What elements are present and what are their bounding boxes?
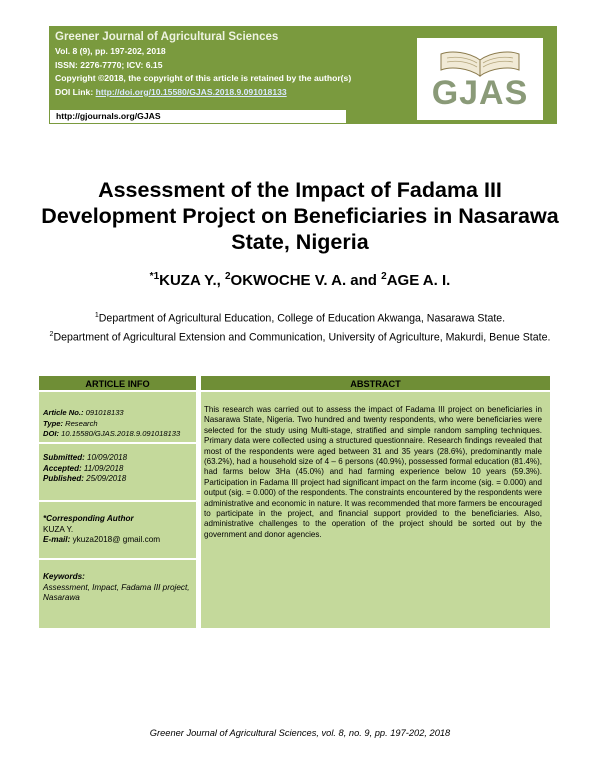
submitted-date	[43, 453, 192, 464]
article-info-heading: ARTICLE INFO	[39, 376, 196, 392]
published-date	[43, 474, 192, 485]
abstract-column	[201, 376, 550, 628]
corresponding-label	[43, 514, 192, 525]
corresponding-name: KUZA Y.	[43, 524, 74, 534]
corresponding-email[interactable]	[43, 535, 192, 546]
affiliation-1	[40, 308, 560, 327]
author-mark: 2	[224, 271, 231, 282]
accepted-label: Accepted:	[43, 463, 82, 473]
author-name: OKWOCHE V. A. and	[230, 272, 382, 289]
affiliation-text: Department of Agricultural Extension and Communication, University of Agriculture, Makurdi, Benue State.	[53, 331, 551, 344]
journal-header-banner	[49, 26, 557, 124]
article-number-value: 091018133	[83, 408, 124, 417]
issn-icv: ISSN: 2276-7770; ICV: 6.15	[55, 59, 163, 70]
keywords-value: Assessment, Impact, Fadama III project, Nasarawa	[43, 582, 190, 602]
submitted-label: Submitted:	[43, 453, 85, 462]
footer-citation: Greener Journal of Agricultural Sciences, vol. 8, no. 9, pp. 197-202, 2018	[149, 728, 451, 738]
author-mark: *1	[149, 271, 160, 282]
author-mark: 2	[381, 271, 387, 282]
affiliations	[40, 308, 560, 345]
keywords-label: Keywords:	[43, 572, 85, 581]
email-label: E-mail:	[43, 535, 71, 544]
article-type	[43, 419, 192, 430]
corresponding-author	[39, 502, 196, 560]
copyright-notice: Copyright ©2018, the copyright of this article is retained by the author(s)	[55, 73, 352, 83]
published-label: Published:	[43, 474, 84, 483]
author-line	[40, 271, 560, 289]
article-type-value: Research	[62, 418, 98, 428]
article-doi	[43, 429, 192, 440]
corresponding-label-text: *Corresponding Author	[43, 514, 134, 523]
gjas-logo	[417, 38, 543, 120]
abstract-heading: ABSTRACT	[201, 376, 550, 392]
doi-line	[55, 86, 351, 100]
article-info-column	[39, 376, 196, 628]
affiliation-2	[40, 327, 560, 346]
doi-link[interactable]: http://doi.org/10.15580/GJAS.2018.9.091018133	[95, 86, 287, 97]
journal-title: Greener Journal of Agricultural Sciences	[55, 31, 279, 43]
accepted-date	[43, 464, 192, 475]
article-type-label: Type:	[43, 418, 63, 428]
author-name: AGE A. I.	[386, 272, 451, 289]
doi-label: DOI Link:	[55, 86, 96, 97]
author-name: KUZA Y.,	[159, 272, 225, 289]
volume-pages: Vol. 8 (9), pp. 197-202, 2018	[55, 46, 166, 56]
affiliation-mark: 1	[94, 312, 99, 319]
keywords-block	[39, 560, 196, 622]
published-value: 25/09/2018	[83, 474, 127, 483]
affiliation-text: Department of Agricultural Education, College of Education Akwanga, Nasarawa State.	[98, 312, 506, 325]
logo-text: GJAS	[431, 74, 529, 112]
article-identifiers	[39, 392, 196, 444]
journal-url[interactable]: http://gjournals.org/GJAS	[49, 109, 347, 124]
abstract-text: This research was carried out to assess the impact of Fadama III project on beneficiaries in Nasarawa State, Nigeria. Two hundred and twenty respondents, who were beneficiaries were selected for the study using Multi-stage, stratified and simple random sampling techniques. Primary data were collected using a structured questionnaire. Research findings revealed that most of the respondents were aged between 31 and 35 years (28.6%), predominantly male (63.2%), had a household size of 4 – 6 persons (40.9%), possessed formal education (81.4%), had farms below 3Ha (45.0%) and had farming experience below 10 years (59.3%). Participation in Fadama III project had significant impact on the farm income (sig. = 0.000) and output (sig. = 0.000) of the respondents. The constraints encountered by the respondents were administrative and economic in nature. It was recommended that more farmers be encouraged to participate in the project, and financial support provided to the beneficiaries. Also, administrative challenges to the operation of the project should be sorted out by the government and donor agencies.	[204, 405, 542, 539]
article-doi-label: DOI:	[43, 429, 60, 438]
article-dates	[39, 444, 196, 502]
email-value: ykuza2018@ gmail.com	[70, 535, 161, 544]
article-doi-value: 10.15580/GJAS.2018.9.091018133	[59, 429, 181, 438]
submitted-value: 10/09/2018	[84, 453, 128, 462]
article-number-label: Article No.:	[43, 408, 84, 417]
affiliation-mark: 2	[49, 330, 54, 338]
accepted-value: 11/09/2018	[81, 463, 124, 473]
article-title: Assessment of the Impact of Fadama III Development Project on Beneficiaries in Nasarawa State, Nigeria	[41, 178, 559, 254]
article-number	[43, 408, 192, 419]
journal-info	[55, 30, 351, 99]
